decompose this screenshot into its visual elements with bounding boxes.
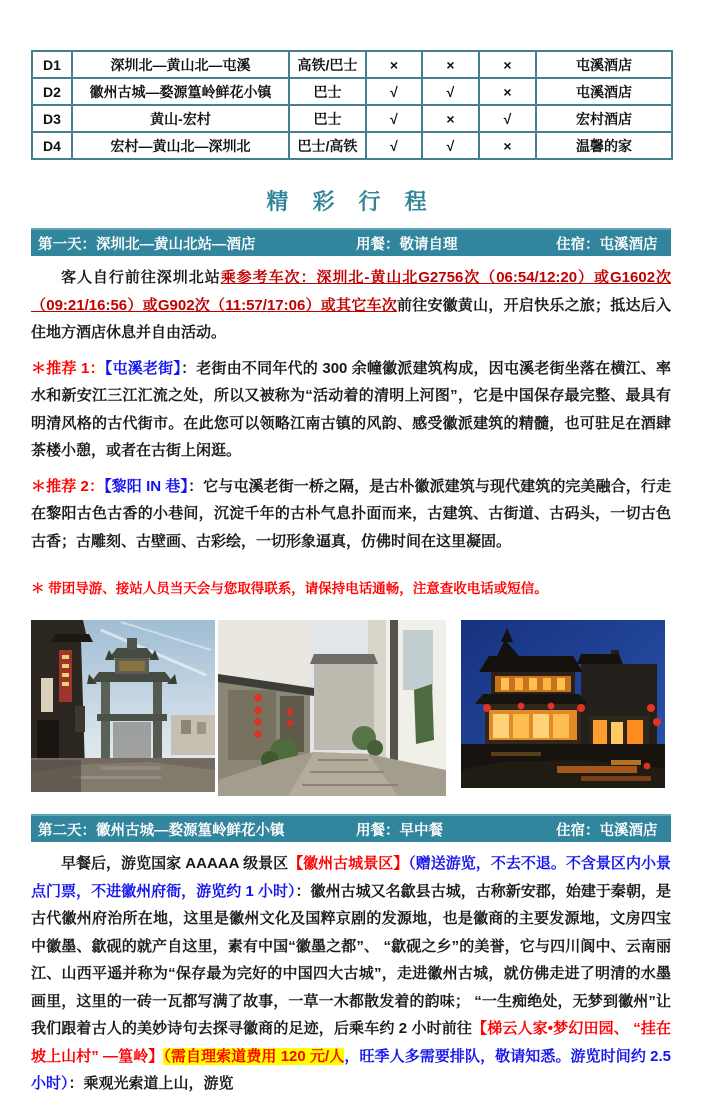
huizhou-night-street-photo [461,620,665,788]
recommendation-1 [31,355,671,465]
pickup-warning: ＊ 带团导游、接站人员当天会与您取得联系，请保持电话通畅，注意查收电话或短信。 [31,581,548,596]
day2-header-bar [31,814,671,842]
day2-text-tail: ：乘观光索道上山，游览 [68,1075,234,1092]
tunxi-old-street-archway-photo [31,620,215,792]
day-code: D1 [32,51,72,78]
rec2-label: ＊推荐 2： [31,477,105,495]
hotel: 温馨的家 [536,132,672,159]
day1-meals: 用餐：敬请自理 [356,236,458,253]
hotel: 宏村酒店 [536,105,672,132]
day2-text-intro: 早餐后，游览国家 AAAAA 级景区 [61,855,289,872]
meal-lunch: × [422,105,479,132]
day2-attraction-1: 【徽州古城景区】 [288,855,409,872]
meal-lunch: √ [422,78,479,105]
meal-dinner: × [479,132,536,159]
meal-dinner: × [479,51,536,78]
day2-paragraph [31,850,671,1098]
meal-lunch: × [422,51,479,78]
day2-meals: 用餐：早中餐 [356,822,443,839]
day2-route-title: 第二天：徽州古城—婺源篁岭鲜花小镇 [38,822,285,839]
day1-paragraph [31,264,671,347]
photo-strip [31,620,671,796]
rec1-label: ＊推荐 1： [31,359,105,377]
rec1-description: ：老街由不同年代的 300 余幢徽派建筑构成，因屯溪老街坐落在横江、率水和新安江三江汇流之处，所以又被称为“活动着的清明上河图”，它是中国保存最完整、最具有明清风格的古代街市。在此您可以领略江南古镇的风韵、感受徽派建筑的精髓，也可驻足在酒肆茶楼小憩，或者在古街上闲逛。 [31,359,671,459]
table-row [32,78,672,105]
day2-attraction-2: 【梯云人家•梦幻田园、 “挂在坡上山村” —篁岭】 [31,1020,672,1065]
route: 徽州古城—婺源篁岭鲜花小镇 [72,78,289,105]
day1-route-title: 第一天：深圳北—黄山北站—酒店 [38,236,256,253]
route: 深圳北—黄山北—屯溪 [72,51,289,78]
table-row [32,132,672,159]
rec2-description: ：它与屯溪老街一桥之隔，是古朴徽派建筑与现代建筑的完美融合，行走在黎阳古色古香的小巷间，沉淀千年的古朴气息扑面而来，古建筑、古街道、古码头，一切古色古香；古雕刻、古壁画、古彩绘，一切形象逼真，仿佛时间在这里凝固。 [31,477,671,550]
meal-breakfast: √ [366,105,422,132]
day1-header-bar [31,228,671,256]
day-code: D2 [32,78,72,105]
table-row [32,105,672,132]
day2-description: ：徽州古城又名歙县古城，古称新安郡，始建于秦朝，是古代徽州府治所在地，这里是徽州文化及国粹京剧的发源地，也是徽商的主要发源地，文房四宝中徽墨、歙砚的就产自这里，素有中国“徽墨之都”、 “歙砚之乡”的美誉，它与四川阆中、云南丽江、山西平遥并称为“保存最为完好的中国四大古城”，走进徽州古城，就仿佛走进了明清的水墨画里，这里的一砖一瓦都写满了故事，一草一木都散发着的韵味； “一生痴绝处，无梦到徽州”让我们跟着古人的美妙诗句去探寻徽商的足迹，后乘车约 2 小时前往 [31,882,671,1037]
meal-breakfast: × [366,51,422,78]
transport: 巴士/高铁 [289,132,366,159]
meal-dinner: √ [479,105,536,132]
page-title: 精 彩 行 程 [266,189,436,214]
meal-breakfast: √ [366,132,422,159]
day2-note-1: （赠送游览，不去不退。不含景区内小景点门票，不进徽州府衙，游览约 1 小时） [31,855,671,900]
day2-stay: 住宿：屯溪酒店 [556,822,658,839]
meal-dinner: × [479,78,536,105]
day-code: D3 [32,105,72,132]
table-row [32,51,672,78]
meal-lunch: √ [422,132,479,159]
itinerary-table [31,50,673,160]
day2-note-2: ，旺季人多需要排队，敬请知悉。游览时间约 2.5 小时） [31,1047,672,1092]
recommendation-2 [31,473,671,556]
route: 宏村—黄山北—深圳北 [72,132,289,159]
transport: 巴士 [289,105,366,132]
rec1-place-name: 【屯溪老街】 [104,359,182,377]
day1-stay: 住宿：屯溪酒店 [556,236,658,253]
day1-text-rest: 前往安徽黄山，开启快乐之旅；抵达后入住地方酒店休息并自由活动。 [31,296,671,341]
route: 黄山-宏村 [72,105,289,132]
hotel: 屯溪酒店 [536,51,672,78]
day-code: D4 [32,132,72,159]
day1-text-intro: 客人自行前往深圳北站 [61,269,221,286]
hotel: 屯溪酒店 [536,78,672,105]
transport: 高铁/巴士 [289,51,366,78]
transport: 巴士 [289,78,366,105]
meal-breakfast: √ [366,78,422,105]
rec2-place-name: 【黎阳 IN 巷】 [104,477,189,495]
huizhou-white-alley-lanterns-photo [218,620,446,796]
day1-train-info: 乘参考车次：深圳北-黄山北G2756次（06:54/12:20）或G1602次（09:21/16:56）或G902次（11:57/17:06）或其它车次 [31,269,671,314]
day2-cablecar-fee-highlight: （需自理索道费用 120 元/人 [163,1047,345,1065]
